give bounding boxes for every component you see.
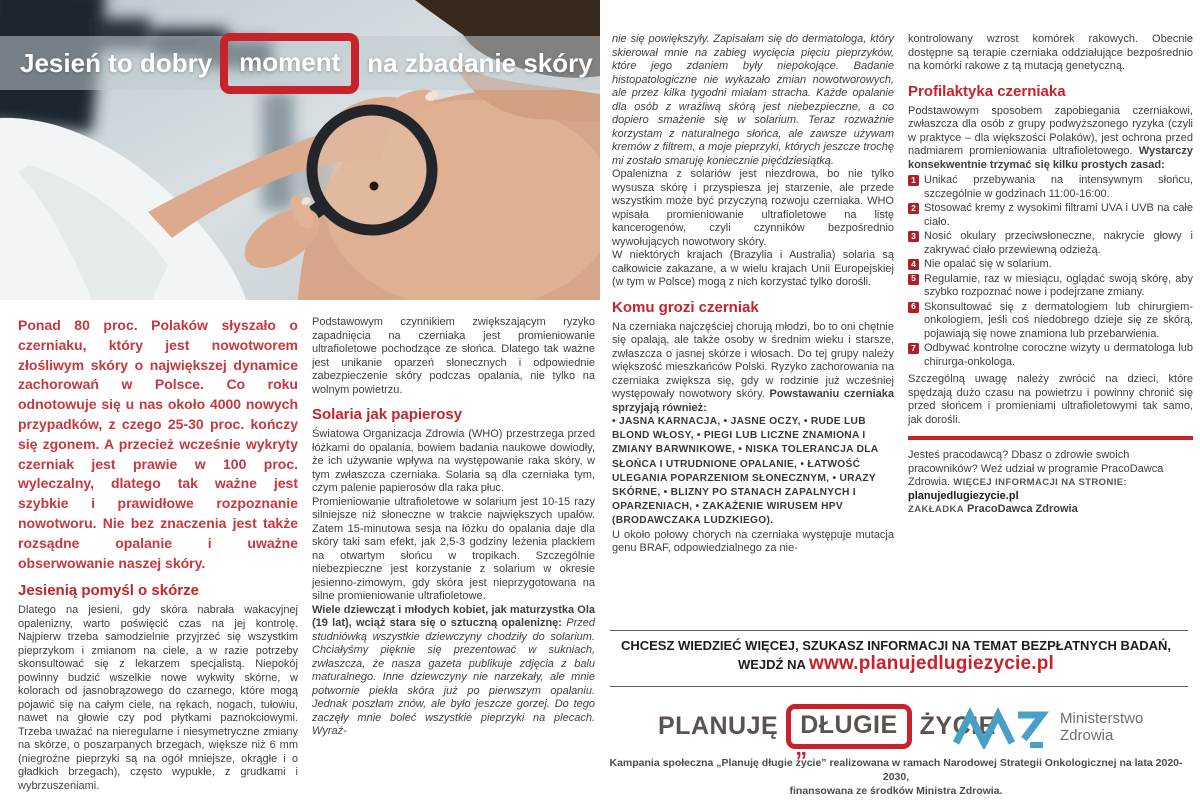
prevention-paragraph: Podstawowym sposobem zapobiegania czerniakowi, zwłaszcza dla osób z grupy podwyższonego ryzyka (czyli w praktyce – dla większości Polaków), jest ochrona przed nadmiarem promieniowania ultrafioletowego. xyxy=(908,104,1193,157)
column-4 xyxy=(908,33,1193,517)
paragraph: Opalenizna z solariów jest niezdrowa, bo nie tylko wysusza skórę i przyspiesza jej starzenie, ale przede wszystkim może być przyczyną rozwoju czerniaka. WHO wpisała promieniowanie ultrafioletowe na listę kancerogenów, czyli czynników bezpośrednio wywołujących nowotwory skóry. xyxy=(612,168,894,248)
cta-line1: CHCESZ WIEDZIEĆ WIĘCEJ, SZUKASZ INFORMACJI NA TEMAT BEZPŁATNYCH BADAŃ, xyxy=(620,638,1172,653)
campaign-url-link[interactable]: www.planujedlugiezycie.pl xyxy=(809,653,1055,674)
section-heading-risk: Komu grozi czerniak xyxy=(612,298,759,316)
column-3 xyxy=(612,33,894,556)
risk-list-intro: Powstawaniu czerniaka sprzyjają również: xyxy=(612,388,894,414)
title-post: na zbadanie skóry xyxy=(367,47,593,78)
divider-line-bottom xyxy=(610,686,1188,687)
red-divider xyxy=(908,436,1193,440)
rules-intro: Wystarczy konsekwentnie trzymać się kilku prostych zasad: xyxy=(908,145,1193,171)
paragraph: W niektórych krajach (Brazylia i Australia) solaria są całkowicie zakazane, a w wielu krajach Unii Europejskiej (w tym w Polsce) mogą z nich korzystać tylko dorośli. xyxy=(612,249,894,288)
title-pre: Jesień to dobry xyxy=(20,47,213,78)
employer-text: Jesteś pracodawcą? Dbasz o zdrowie swoich pracowników? Weź udział w programie PracoDawca Zdrowia. xyxy=(908,449,1164,488)
campaign-footnote xyxy=(600,756,1192,798)
section-heading-prevention: Profilaktyka czerniaka xyxy=(908,82,1066,100)
lead-paragraph: Ponad 80 proc. Polaków słyszało o czerniaku, który jest nowotworem złośliwym skóry o największej dynamice zachorowań w Polsce. Co roku odnotowuje się u nas około 4000 nowych przypadków, z czego 25-30 proc. kończy się zgonem. A przecież wcześnie wykryty czerniak jest prawie w 100 proc. wyleczalny, dlatego tak ważne jest szybkie i prawidłowe rozpoznanie nowotworu. Nie bez znaczenia jest także rozsądne opalanie i uważne obserwowanie naszej skóry. xyxy=(18,317,298,571)
paragraph: U około połowy chorych na czerniaka występuje mutacja genu BRAF, odpowiedzialnego za nie- xyxy=(612,528,894,555)
ministry-zigzag-icon xyxy=(952,705,1050,749)
rule-number-badge: 7 xyxy=(908,343,919,354)
cta-line2-prefix: WEJDŹ NA xyxy=(737,657,806,672)
testimonial-quote-start: Przed studniówką wszystkie dziewczyny chodziły do solarium. Chciałyśmy pięknie się prezentować w sukniach, zwłaszcza, że nasza gazeta publikuje zdjęcia z balu maturalnego. Inne dziewczyny nie narzekały, ale mnie potwornie piekła skóra już po pierwszym opalaniu. Jednak poszłam znów, ale było jeszcze gorzej. Do tego zaczęły mnie boleć wszystkie pieprzyki na plecach. Wyraź- xyxy=(312,617,595,737)
column-1 xyxy=(18,316,298,793)
ministry-name-line1: Ministerstwo xyxy=(1060,710,1144,727)
campaign-logo xyxy=(658,702,996,761)
rule-text: Unikać przebywania na intensywnym słońcu, szczególnie w godzinach 11:00-16:00. xyxy=(924,174,1193,200)
rule-number-badge: 1 xyxy=(908,175,919,186)
rule-item xyxy=(908,230,1193,257)
quote-mark: „ xyxy=(795,733,808,761)
ministry-name-line2: Zdrowia xyxy=(1060,727,1114,744)
risk-paragraph: Na czerniaka najczęściej chorują młodzi, bo to oni chętnie się opalają, ale także osoby w średnim wieku i starsze, zwłaszcza o jasnej skórze i włosach. Do tej grupy należy większość mieszkańców Polski. Ryzyko zachorowania na czerniaka zwiększa się, gdy w rodzinie już wcześniej występowały nowotwory skóry. xyxy=(612,320,894,400)
rule-item xyxy=(908,301,1193,342)
title-highlight-box xyxy=(220,33,359,94)
paragraph xyxy=(612,321,894,416)
paragraph: Dlatego na jesieni, gdy skóra nabrała wakacyjnej opalenizny, warto poświęcić czas na jej kontrolę. Najpierw trzeba samodzielnie przyjrzeć się wszystkim pieprzykom i zmianom na ciele, a w razie potrzeby skonsultować się z lekarzem specjalistą. Niepokój powinny budzić wszelkie nowe wykwity skórne, w kolorach od jasnobrązowego do czarnego, które mogą pojawić się na całym ciele, na rękach, nogach, tułowiu, nawet na głowie czy pod płytkami paznokciowymi. Trzeba uważać na nieregularne i niesymetryczne zmiany na skórze, o poszarpanych brzegach, większe niż 6 mm (niegroźne pieprzyki są na ogół mniejsze, okrągłe i o gładkich brzegach), często wypukłe, z grudkami i wybrzuszeniami. xyxy=(18,604,298,792)
section-heading-solaria: Solaria jak papierosy xyxy=(312,406,463,423)
rule-text: Nosić okulary przeciwsłoneczne, nakrycie głowy i zakrywać ciało przewiewną odzieżą. xyxy=(924,230,1193,256)
rule-item xyxy=(908,202,1193,229)
employer-site-link[interactable]: planujedlugiezycie.pl xyxy=(908,489,1019,502)
employer-tab-label: ZAKŁADKA xyxy=(908,504,964,515)
skin-mole xyxy=(370,182,379,191)
campaign-logo-word2: DŁUGIE xyxy=(800,710,898,739)
campaign-logo-word1: PLANUJĘ xyxy=(658,711,779,740)
rule-number-badge: 5 xyxy=(908,274,919,285)
rule-number-badge: 2 xyxy=(908,203,919,214)
footnote-line2: finansowana ze środków Ministra Zdrowia. xyxy=(789,785,1003,797)
risk-factor-list: • JASNA KARNACJA, • JASNE OCZY, • RUDE LUB BLOND WŁOSY, • PIEGI LUB LICZNE ZNAMIONA I ZMIANY BARWNIKOWE, • NISKA TOLERANCJA DLA SŁOŃCA I UTRUDNIONE OPALANIE, • ŁATWOŚĆ ULEGANIA POPARZENIOM SŁONECZNYM, • URAZY SKÓRNE, • BLIZNY PO STANACH ZAPALNYCH I OPARZENIACH, • ZAKAŻENIE WIRUSEM HPV (BRODAWCZAKA LUDZKIEGO). xyxy=(612,416,879,527)
paragraph: Światowa Organizacja Zdrowia (WHO) przestrzega przed łóżkami do opalania, bowiem badania naukowe dowiodły, że ich używanie wpływa na występowanie raka skóry, w tym zwłaszcza czerniaka. Solaria są dla czerniaka tym, czym palenie papierosów dla raka płuc. xyxy=(312,428,595,494)
cta-banner xyxy=(600,637,1192,673)
employer-program-block xyxy=(908,449,1193,517)
rule-item xyxy=(908,174,1193,201)
header-photo xyxy=(0,0,600,300)
cta-line2 xyxy=(600,655,1192,673)
prevention-rules-list xyxy=(908,174,1193,369)
rule-item xyxy=(908,258,1193,272)
rule-text: Skonsultować się z dermatologiem lub chirurgiem-onkologiem, jeśli coś niedobrego dzieje się ze skórą, pojawiają się nowe znamiona lub przebarwienia. xyxy=(924,300,1193,340)
ministry-of-health-logo xyxy=(952,705,1143,749)
ministry-name xyxy=(1060,710,1143,744)
rule-text: Odbywać kontrolne coroczne wizyty u dermatologa lub chirurga-onkologa. xyxy=(924,342,1193,368)
paragraph: Promieniowanie ultrafioletowe w solarium jest 10-15 razy silniejsze niż słoneczne w trakcie największych upałów. Zatem 15-minutowa sesja na łóżku do opalania daje dla skóry taki sam efekt, jak 2,5-3 godziny leżenia plackiem na otwartym słońcu w tropikach. Szczególnie niebezpieczne jest korzystanie z solarium w okresie jesienno-zimowym, gdy skóra jest nieprzygotowana na silne promieniowanie ultrafioletowe. xyxy=(312,495,595,602)
paragraph: Podstawowym czynnikiem zwiększającym ryzyko zapadnięcia na czerniaka jest promieniowanie ultrafioletowe pochodzące ze słońca. Dlatego tak ważne jest unikanie oparzeń słonecznych i odpowiednie zabezpieczenie skóry podczas opalania, nie tylko na wolnym powietrzu. xyxy=(312,316,595,396)
testimonial-paragraph xyxy=(312,604,595,739)
employer-tab-name: PracoDawca Zdrowia xyxy=(967,503,1078,515)
title-highlight-word: moment xyxy=(239,46,341,77)
testimonial-intro: Wiele dziewcząt i młodych kobiet, jak maturzystka Ola (19 lat), wciąż stara się o sztuczną opaleniznę: xyxy=(312,603,595,629)
rule-number-badge: 3 xyxy=(908,231,919,242)
paragraph xyxy=(908,105,1193,173)
article-title xyxy=(20,29,593,97)
rule-number-badge: 4 xyxy=(908,259,919,270)
children-note-paragraph: Szczególną uwagę należy zwrócić na dzieci, które spędzają dużo czasu na powietrzu i powinny chronić się przed słońcem i promieniami ultrafioletowymi tak samo, jak dorośli. xyxy=(908,373,1193,426)
rule-text: Nie opalać się w solarium. xyxy=(924,258,1052,270)
rule-item xyxy=(908,273,1193,300)
paragraph: kontrolowany wzrost komórek rakowych. Obecnie dostępne są terapie czerniaka oddziałujące bezpośrednio na komórki rakowe z tą mutacją genetyczną. xyxy=(908,33,1193,72)
section-heading-autumn: Jesienią pomyśl o skórze xyxy=(18,582,199,600)
campaign-logo-highlight-box xyxy=(786,704,911,761)
rule-text: Stosować kremy z wysokimi filtrami UVA i UVB na całe ciało. xyxy=(924,202,1193,228)
rule-text: Regularnie, raz w miesiącu, oglądać swoją skórę, aby szybko rozpoznać nowe i podejrzane zmiany. xyxy=(924,272,1193,298)
rule-number-badge: 6 xyxy=(908,302,919,313)
column-2 xyxy=(312,316,595,739)
footnote-line1: Kampania społeczna „Planuję długie życie” realizowana w ramach Narodowej Strategii Onkologicznej na lata 2020-2030, xyxy=(609,757,1183,783)
testimonial-quote-continued: nie się powiększyły. Zapisałam się do dermatologa, który skierował mnie na zabieg wycięcia pięciu pieprzyków, które jego zdaniem były niepokojące. Badanie histopatologiczne nie wykazało zmian nowotworowych, ale przez kilka tygodni miałam stracha. Każde opalanie dla osób z wrażliwą skórą jest niebezpieczne, a co dopiero smażenie się w solarium. Teraz rozważnie korzystam z naturalnego słońca, ale zawsze używam kremów z filtrem, a moje pieprzyki, których jeszcze trochę mi zostało smaruję koniecznie pięćdziesiątką. xyxy=(612,33,894,167)
employer-more-info-label: WIĘCEJ INFORMACJI NA STRONIE: xyxy=(953,477,1128,488)
campaign-logo-word3: ŻYCIE xyxy=(919,711,996,740)
rule-item xyxy=(908,342,1193,369)
divider-line-top xyxy=(610,630,1188,631)
